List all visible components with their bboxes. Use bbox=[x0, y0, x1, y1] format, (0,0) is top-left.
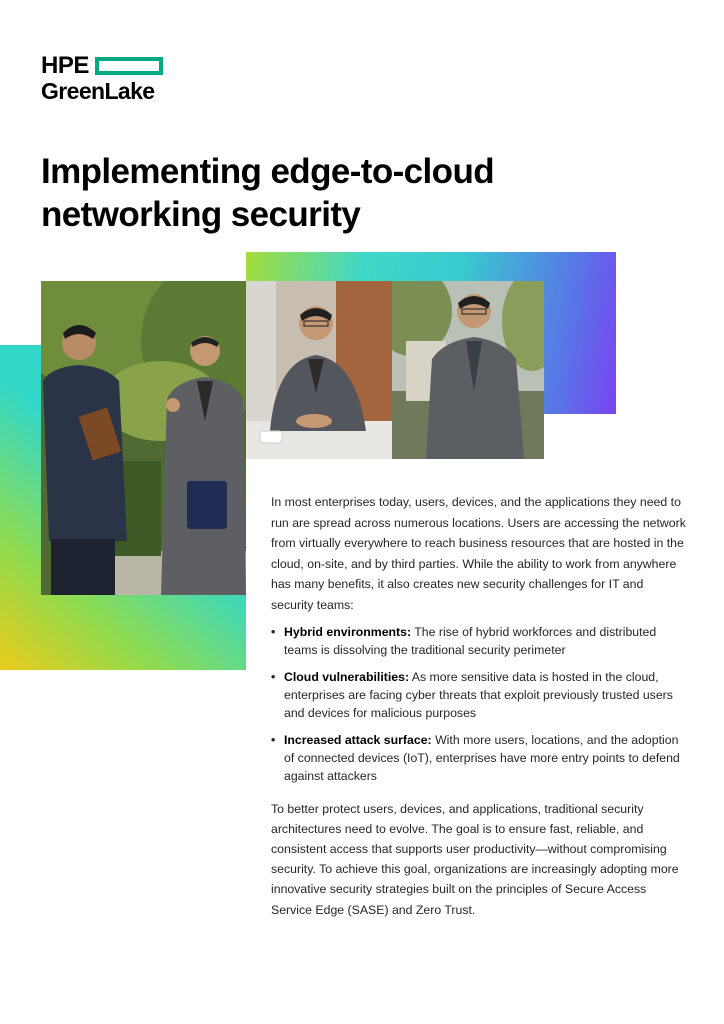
logo-product-text: GreenLake bbox=[41, 78, 155, 104]
intro-paragraph: In most enterprises today, users, devices, and the applications they need to run are spread across numerous locations. Users are accessing the network from virtually everywhere to reach business resources that are hosted in the cloud, on-site, and by third parties. While the ability to work from anywhere has many benefits, it also creates new security challenges for IT and security teams: bbox=[271, 495, 686, 612]
list-item-term: Hybrid environments: bbox=[284, 624, 412, 639]
page-title-line-2: networking security bbox=[41, 195, 361, 234]
list-item-term: Cloud vulnerabilities: bbox=[284, 669, 410, 684]
page-title-line-1: Implementing edge-to-cloud bbox=[41, 152, 495, 191]
photo-man-smiling bbox=[392, 281, 544, 459]
list-item bbox=[271, 668, 689, 722]
list-item-text: With more users, locations, and the adoption of connected devices (IoT), enterprises have more entry points to defend against attackers bbox=[284, 732, 680, 783]
list-item-text: The rise of hybrid workforces and distributed teams is dissolving the traditional security perimeter bbox=[284, 624, 657, 657]
page-title bbox=[41, 150, 601, 236]
list-item-text: As more sensitive data is hosted in the cloud, enterprises are facing cyber threats that exploit previously trusted users and devices for malicious purposes bbox=[284, 669, 673, 720]
hpe-greenlake-logo bbox=[41, 53, 163, 103]
list-item bbox=[271, 731, 689, 785]
list-item-term: Increased attack surface: bbox=[284, 732, 432, 747]
list-item bbox=[271, 623, 689, 659]
logo-brand-text: HPE bbox=[41, 52, 89, 79]
logo-element-icon bbox=[95, 57, 163, 75]
article-body bbox=[271, 492, 689, 920]
photo-two-men-talking bbox=[41, 281, 246, 595]
challenges-list bbox=[271, 623, 689, 785]
conclusion-paragraph: To better protect users, devices, and applications, traditional security architectures need to evolve. The goal is to ensure fast, reliable, and consistent access that supports user productivity—without compromising security. To achieve this goal, organizations are increasingly adopting more innovative security strategies built on the principles of Secure Access Service Edge (SASE) and Zero Trust. bbox=[271, 801, 679, 917]
photo-man-seated bbox=[246, 281, 392, 459]
logo-top-row bbox=[41, 53, 163, 79]
